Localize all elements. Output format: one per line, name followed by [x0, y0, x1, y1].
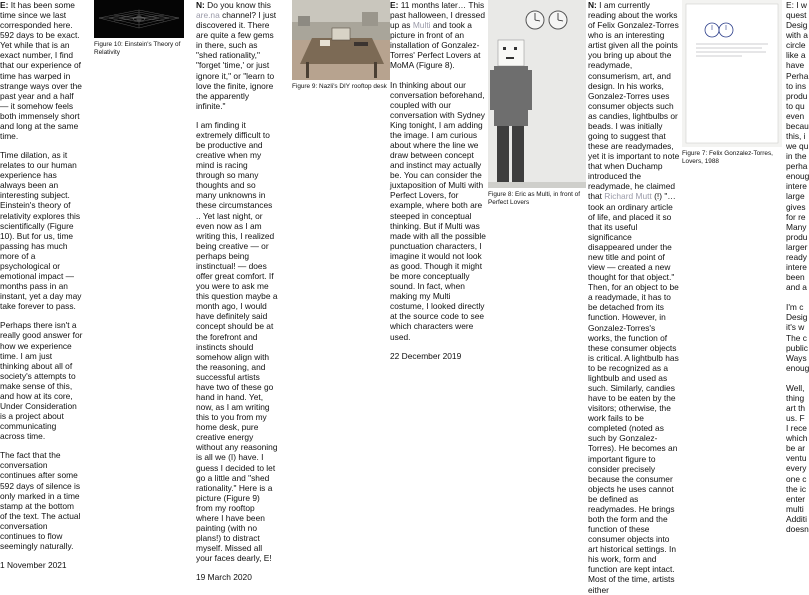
cropped-line: Ways — [786, 352, 807, 363]
cropped-line: doesn — [786, 523, 809, 534]
cropped-line: intere — [786, 262, 807, 273]
cropped-line: becau — [786, 120, 809, 131]
figure-caption: Figure 9: Nazli's DIY rooftop desk — [292, 83, 387, 90]
speaker-label: N: — [196, 0, 205, 10]
cropped-line: us. F — [786, 413, 805, 424]
cropped-line: and a — [786, 282, 807, 293]
speaker-label: E: — [390, 0, 399, 10]
cropped-line: ventu — [786, 453, 807, 464]
cropped-line: circle — [786, 40, 806, 51]
cropped-line: every — [786, 463, 807, 474]
cropped-line: Desig — [786, 20, 808, 31]
cropped-line: multi — [786, 503, 804, 514]
column-1 — [0, 0, 83, 571]
column-3 — [196, 0, 278, 583]
paragraph: Time dilation, as it relates to our human experience has always been an interesting subject. Einstein's theory of relativity explores this scientifically (Figure 10). But for us, time passing has much more of a psychological or emotional impact — months pass in an instant, yet a day may take forever to pass. — [0, 150, 82, 312]
cropped-line: I rece — [786, 423, 807, 434]
figure-caption: Figure 10: Einstein's Theory of Relativity — [94, 41, 181, 56]
cropped-line: Well, — [786, 382, 805, 393]
cropped-line: art th — [786, 402, 806, 413]
cropped-line: it's w — [786, 322, 805, 333]
cropped-line: larger — [786, 241, 808, 252]
cropped-line: Desig — [786, 312, 808, 323]
cropped-line: enoug — [786, 362, 809, 373]
cropped-line: for re — [786, 211, 806, 222]
paragraph-text: I am currently reading about the works of Felix Gonzalez-Torres who is an interesting artist given all the points you bring up about the readymade, consumerism, art, and design. In his works, Gonzalez-Torres uses consumer objects such as candies, lightbulbs or beads. I was initially going to suggest that these are readymades, yet it is important to note that when Duchamp introduced the readymade, he claimed that — [588, 0, 680, 202]
cropped-line: gives — [786, 201, 806, 212]
richard-mutt-link[interactable]: Richard Mutt — [604, 191, 652, 202]
cropped-line: I'm c — [786, 302, 804, 313]
paragraph — [588, 0, 680, 595]
paragraph: Perhaps there isn't a really good answer for how we experience time. I am just thinking about all of society's attempts to make sense of this, and how at its core, Under Consideration is a project about communicating across time. — [0, 320, 83, 442]
column-6 — [488, 0, 586, 437]
cropped-line: ready — [786, 251, 807, 262]
paragraph-text: and took a picture in front of an installation of Gonzalez-Torres' Perfect Lovers at MoMA (Figure 8). — [390, 20, 481, 71]
cropped-line: produ — [786, 90, 808, 101]
paragraph-text: 11 months later… This past halloween, I dressed up as — [390, 0, 485, 31]
cropped-line: The c — [786, 332, 807, 343]
column-7 — [588, 0, 680, 595]
cropped-line: in the — [786, 151, 807, 162]
paragraph-text: (!) "…took an ordinary article of life, and placed it so that its useful significance disappeared under the new title and point of view — created a new thought for that object." Then, for an object to be a readymade, it has to be detached from its function. However, in Gonzalez-Torres's works, the function of these consumer objects is critical. A lightbulb has to be recognized as a lightbulb and used as such. Similarly, candies have to be eaten by the visitors; otherwise, the work fails to be completed (noted as such by Gonzalez-Torres). He becomes an important figure to consider precisely because the consumer objects he uses cannot be defined as readymades. He brings both the form and the function of these consumer objects into art historical settings. In his work, form and function are kept intact. Most of the time, artists either — [588, 191, 679, 595]
figure-caption: Figure 8: Eric as Multi, in front of Perfect Lovers — [488, 191, 580, 206]
paragraph-text: channel? I just discovered it. There are quite a few gems in there, such as "shed rationality," "forget 'time,' or just ignore it," or "learn to love the finite, ignore the apparently infinite." — [196, 10, 277, 111]
cropped-line — [786, 373, 800, 383]
date-stamp: 22 December 2019 — [390, 350, 462, 361]
cropped-line: one c — [786, 473, 807, 484]
speaker-label: N: — [588, 0, 597, 10]
column-9-cropped — [786, 0, 809, 534]
cropped-line: produ — [786, 231, 808, 242]
paragraph-text: Do you know this — [207, 0, 271, 10]
cropped-line: large — [786, 191, 805, 202]
cropped-line: be ar — [786, 443, 806, 454]
column-5 — [390, 0, 486, 437]
column-2 — [94, 0, 184, 437]
paragraph — [390, 0, 486, 71]
cropped-line: been — [786, 272, 805, 283]
speaker-label: E: — [0, 0, 9, 10]
column-8 — [682, 0, 782, 437]
paragraph-text: It has been some time since we last corresponded here. 592 days to be exact. Yet while that is an exact number, I find that our experience of time has warped in strange ways over the past year and a half — it somehow feels both immensely short and long at the same time. — [0, 0, 82, 142]
cropped-line: public — [786, 342, 808, 353]
cropped-line: the ic — [786, 483, 807, 494]
cropped-line: Additi — [786, 513, 807, 524]
arena-channel-link[interactable]: are.na — [196, 10, 220, 21]
cropped-line: to ins — [786, 80, 807, 91]
cropped-line: even — [786, 110, 805, 121]
cropped-line: to qu — [786, 100, 805, 111]
paragraph: In thinking about our conversation beforehand, coupled with our conversation with Sydney King tonight, I am adding the image. I am curious about where the line we draw between concept and instinct may actually be. You can consider the juxtaposition of Multi with Perfect Lovers, for example, where both are steeped in conceptual thinking. But if Multi was made with all the possible punctuation characters, I imagine it would not look as good. Though it might be more conceptually sound. In fact, when making my Multi costume, I looked directly at the source code to see which characters were used. — [390, 79, 486, 342]
paragraph: I am finding it extremely difficult to be productive and creative when my mind is racing through so many thoughts and so many unknowns in these circumstances .. Yet last night, or even now as I am writing this, I realized being creative — or perhaps being instinctual! — does offer great comfort. If you were to ask me this question maybe a month ago, I would have definitely said concept should be at the forefront and instincts should somehow align with the reasoning, and successful artists have two of these go hand in hand. Yet, now, as I am writing this to you from my home desk, pure creative energy without any reasoning is all we (I) have. I guess I decided to let go a little and "shed rationality." Here is a picture (Figure 9) from my rooftop where I have been painting (with no plans!) to distract myself. Missed all your faces dearly, E! — [196, 119, 278, 564]
figure-caption: Figure 7: Felix Gonzalez-Torres, Lovers, 1988 — [682, 150, 773, 165]
cropped-line: quest — [786, 10, 807, 21]
date-stamp: 19 March 2020 — [196, 572, 252, 583]
cropped-line: intere — [786, 181, 807, 192]
cropped-line: enter — [786, 493, 806, 504]
cropped-line — [786, 292, 800, 302]
cropped-line: Perha — [786, 70, 809, 81]
cropped-line: which — [786, 433, 808, 444]
figure-9-image — [292, 0, 390, 80]
multi-link[interactable]: Multi — [412, 20, 431, 31]
cropped-line: have — [786, 60, 805, 71]
cropped-line: this, i — [786, 131, 806, 142]
cropped-line: we qu — [786, 141, 809, 152]
figure-10-image — [94, 0, 184, 38]
cropped-line: E: I w — [786, 0, 807, 10]
cropped-line: Many — [786, 221, 807, 232]
cropped-line: thing — [786, 392, 805, 403]
cropped-line: with a — [786, 30, 808, 41]
paragraph — [196, 0, 278, 111]
paragraph: The fact that the conversation continues after some 592 days of silence is only marked in a time stamp at the bottom of the text. The actual conversation continues to flow seemingly naturally. — [0, 450, 81, 551]
date-stamp: 1 November 2021 — [0, 560, 67, 571]
cropped-line: enoug — [786, 171, 809, 182]
cropped-line: like a — [786, 50, 806, 61]
column-4 — [292, 0, 390, 437]
paragraph — [0, 0, 83, 141]
cropped-line: perha — [786, 161, 808, 172]
figure-7-image — [682, 0, 782, 147]
figure-8-image — [488, 0, 586, 188]
